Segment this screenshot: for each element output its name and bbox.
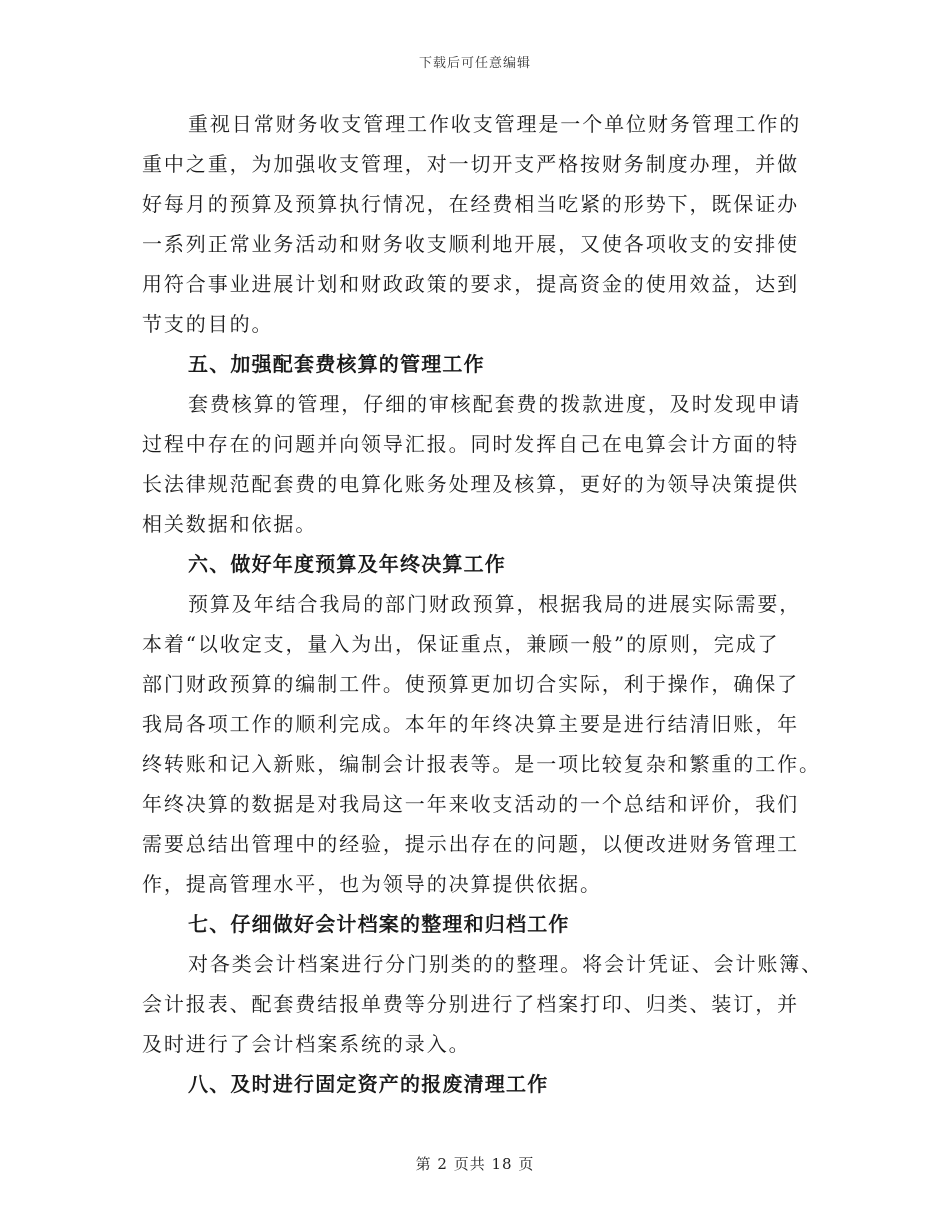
section-heading-8: 八、及时进行固定资产的报废清理工作: [188, 1072, 549, 1096]
body-line: 预算及年结合我局的部门财政预算，根据我局的进展实际需要，: [188, 592, 802, 616]
body-line: 及时进行了会计档案系统的录入。: [142, 1032, 471, 1056]
body-line: 对各类会计档案进行分门别类的的整理。将会计凭证、会计账簿、: [188, 952, 824, 976]
page-header: 下载后可任意编辑: [418, 56, 531, 71]
document-body: [142, 104, 824, 1104]
body-line: 作，提高管理水平，也为领导的决算提供依据。: [142, 872, 602, 896]
section-heading-5: 五、加强配套费核算的管理工作: [188, 352, 485, 376]
body-line: 长法律规范配套费的电算化账务处理及核算，更好的为领导决策提供: [142, 472, 799, 496]
body-line: 重视日常财务收支管理工作收支管理是一个单位财务管理工作的: [188, 112, 802, 136]
body-line: 部门财政预算的编制工件。使预算更加切合实际，利于操作，确保了: [142, 672, 799, 696]
body-line: 过程中存在的问题并向领导汇报。同时发挥自己在电算会计方面的特: [142, 432, 799, 456]
body-line: 需要总结出管理中的经验，提示出存在的问题，以便改进财务管理工: [142, 832, 799, 856]
body-line: 我局各项工作的顺利完成。本年的年终决算主要是进行结清旧账，年: [142, 712, 799, 736]
body-line: 会计报表、配套费结报单费等分别进行了档案打印、归类、装订，并: [142, 992, 799, 1016]
body-line: 年终决算的数据是对我局这一年来收支活动的一个总结和评价，我们: [142, 792, 799, 816]
body-line: 本着“以收定支，量入为出，保证重点，兼顾一般”的原则，完成了: [142, 632, 780, 656]
body-line: 好每月的预算及预算执行情况，在经费相当吃紧的形势下，既保证办: [142, 192, 799, 216]
section-heading-6: 六、做好年度预算及年终决算工作: [188, 552, 506, 576]
body-line: 节支的目的。: [142, 312, 274, 336]
body-line: 终转账和记入新账，编制会计报表等。是一项比较复杂和繁重的工作。: [142, 752, 821, 776]
body-line: 一系列正常业务活动和财务收支顺利地开展，又使各项收支的安排使: [142, 232, 799, 256]
body-line: 用符合事业进展计划和财政政策的要求，提高资金的使用效益，达到: [142, 272, 799, 296]
body-line: 套费核算的管理，仔细的审核配套费的拨款进度，及时发现申请: [188, 392, 802, 416]
page-footer: 第 2 页共 18 页: [415, 1155, 535, 1173]
body-line: 重中之重，为加强收支管理，对一切开支严格按财务制度办理，并做: [142, 152, 799, 176]
body-line: 相关数据和依据。: [142, 512, 318, 536]
section-heading-7: 七、仔细做好会计档案的整理和归档工作: [188, 912, 570, 936]
